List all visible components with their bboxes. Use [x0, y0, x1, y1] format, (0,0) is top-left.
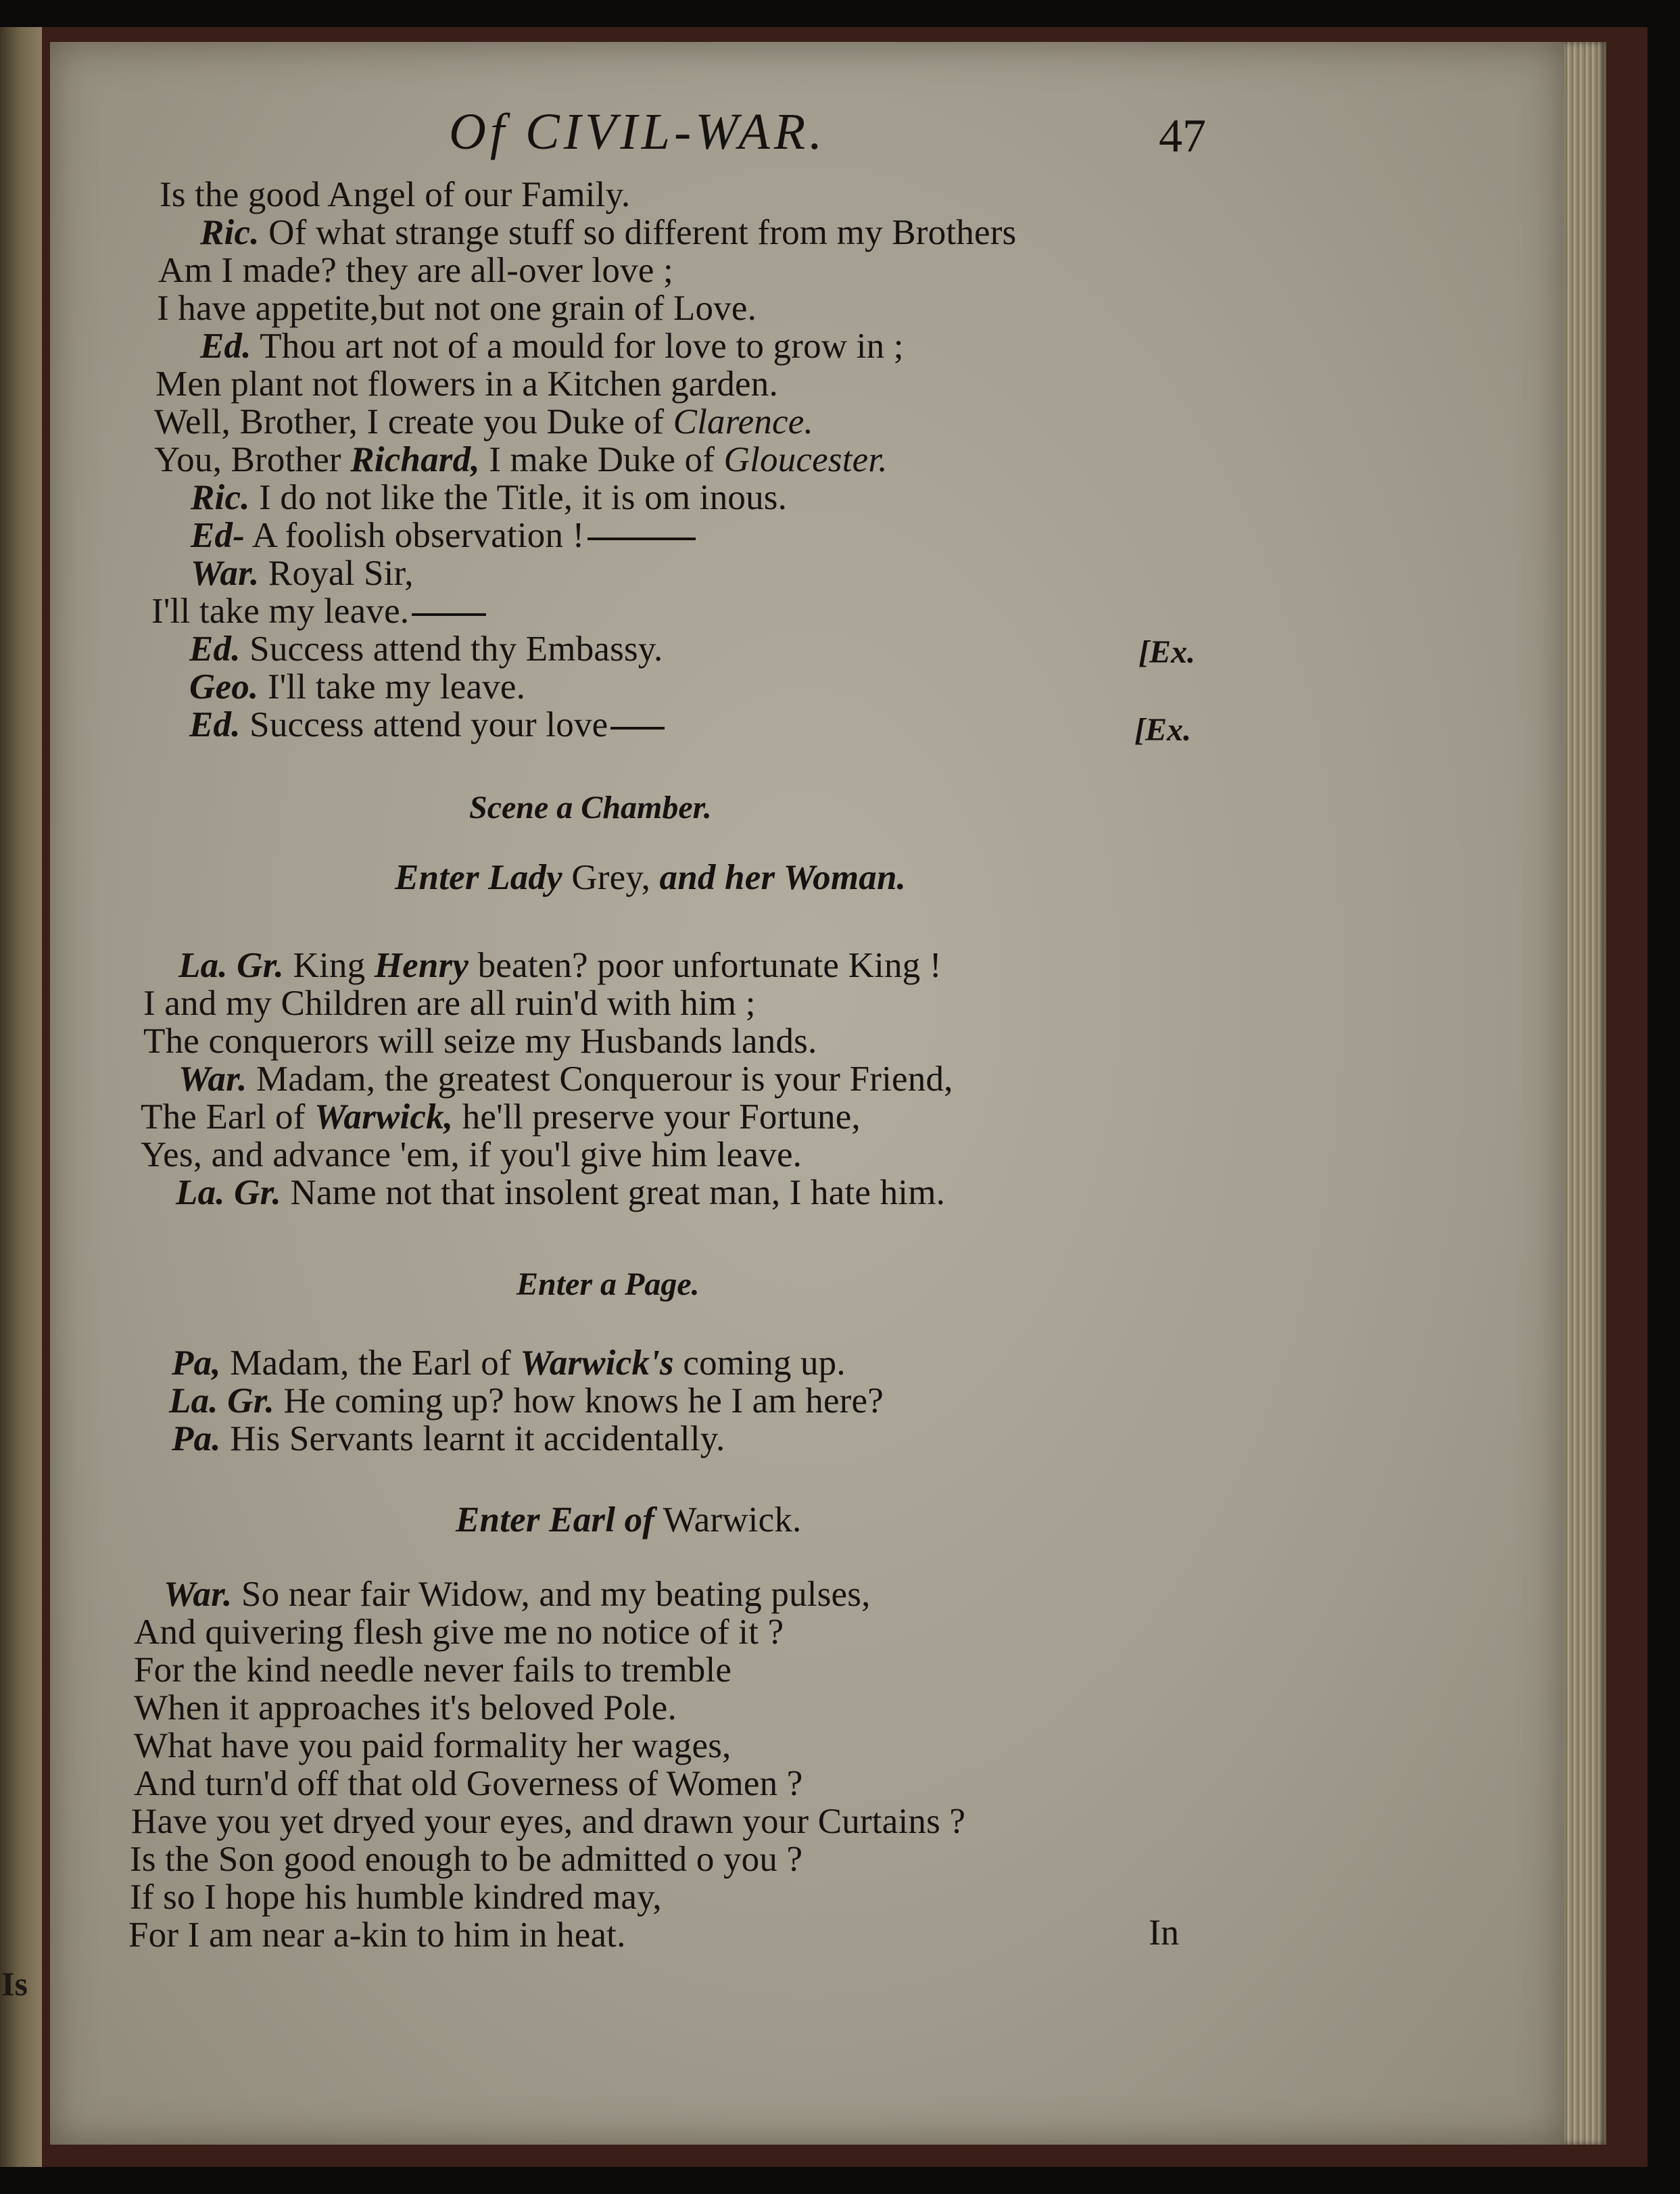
speaker-prefix: Geo. [189, 667, 259, 707]
speaker-prefix: War. [164, 1575, 233, 1614]
verse-line: Ric. I do not like the Title, it is om inous. [191, 478, 788, 517]
verse-line: Well, Brother, I create you Duke of Clarence. [154, 402, 813, 442]
verse-line: Pa, Madam, the Earl of Warwick's coming up. [172, 1343, 846, 1383]
previous-page-edge [0, 27, 45, 2167]
verse-line: Men plant not flowers in a Kitchen garden. [155, 364, 778, 404]
scene-heading: Scene a Chamber. [469, 790, 712, 826]
verse-line: If so I hope his humble kindred may, [130, 1878, 662, 1917]
speaker-prefix: War. [191, 554, 260, 593]
verse-line: Pa. His Servants learnt it accidentally. [172, 1419, 725, 1458]
speaker-prefix: Pa. [172, 1419, 221, 1458]
verse-line: When it approaches it's beloved Pole. [134, 1688, 677, 1727]
verse-line: War. Royal Sir, [191, 554, 414, 593]
previous-page-fragment: Is [1, 1965, 28, 2003]
exit-direction: [Ex. [1134, 712, 1191, 748]
verse-line: For the kind needle never fails to tremble [134, 1650, 732, 1690]
verse-line: Is the Son good enough to be admitted o you ? [130, 1840, 803, 1879]
verse-line: War. So near fair Widow, and my beating pulses, [164, 1575, 871, 1614]
verse-line: I have appetite,but not one grain of Love. [157, 289, 757, 328]
verse-line: For I am near a-kin to him in heat. [128, 1915, 626, 1955]
stage-direction-entrance: Enter Earl of Warwick. [456, 1500, 802, 1540]
verse-line: War. Madam, the greatest Conquerour is your Friend, [178, 1059, 953, 1099]
catchword: In [1149, 1912, 1179, 1953]
speaker-prefix: Ed. [189, 629, 241, 669]
verse-line: You, Brother Richard, I make Duke of Gloucester. [154, 440, 888, 479]
page-block-edges [1564, 42, 1606, 2145]
speaker-prefix: Ric. [191, 478, 250, 517]
speaker-prefix: La. Gr. [178, 946, 285, 985]
verse-line: And turn'd off that old Governess of Women ? [134, 1764, 803, 1803]
verse-line: I'll take my leave. [151, 594, 486, 629]
speaker-prefix: Ed. [200, 327, 251, 366]
speaker-prefix: Ed. [189, 705, 241, 744]
verse-line: The conquerors will seize my Husbands lands. [143, 1022, 817, 1061]
speaker-prefix: Ric. [200, 213, 260, 252]
speaker-prefix: La. Gr. [169, 1381, 275, 1421]
page-number: 47 [1159, 110, 1206, 162]
verse-line: Ed- A foolish observation ! [191, 518, 696, 554]
book-page [50, 42, 1564, 2145]
exit-direction: [Ex. [1138, 634, 1195, 670]
speaker-prefix: Pa, [172, 1343, 221, 1383]
verse-line: La. Gr. He coming up? how knows he I am here? [169, 1381, 884, 1421]
verse-line: Ed. Thou art not of a mould for love to grow in ; [200, 327, 904, 366]
verse-line: Geo. I'll take my leave. [189, 667, 526, 707]
running-title: Of CIVIL-WAR. [449, 103, 827, 160]
verse-line: I and my Children are all ruin'd with him ; [143, 984, 756, 1023]
verse-line: Is the good Angel of our Family. [160, 175, 631, 214]
verse-line: Have you yet dryed your eyes, and drawn your Curtains ? [131, 1802, 966, 1841]
speaker-prefix: Ed- [191, 516, 245, 555]
stage-direction-entrance: Enter a Page. [517, 1266, 700, 1302]
verse-line: And quivering flesh give me no notice of it ? [134, 1613, 784, 1652]
speaker-prefix: La. Gr. [176, 1173, 282, 1212]
stage-direction-entrance: Enter Lady Grey, and her Woman. [395, 858, 907, 897]
verse-line: La. Gr. Name not that insolent great man, I hate him. [176, 1173, 946, 1212]
verse-line: What have you paid formality her wages, [134, 1726, 731, 1765]
verse-line: Ric. Of what strange stuff so different from my Brothers [200, 213, 1017, 252]
verse-line: Ed. Success attend your love [189, 707, 665, 743]
verse-line: Yes, and advance 'em, if you'l give him leave. [141, 1135, 802, 1174]
verse-line: La. Gr. King Henry beaten? poor unfortunate King ! [178, 946, 942, 985]
verse-line: Ed. Success attend thy Embassy. [189, 629, 663, 669]
speaker-prefix: War. [178, 1059, 247, 1099]
verse-line: Am I made? they are all-over love ; [158, 251, 673, 290]
verse-line: The Earl of Warwick, he'll preserve your Fortune, [141, 1097, 861, 1137]
